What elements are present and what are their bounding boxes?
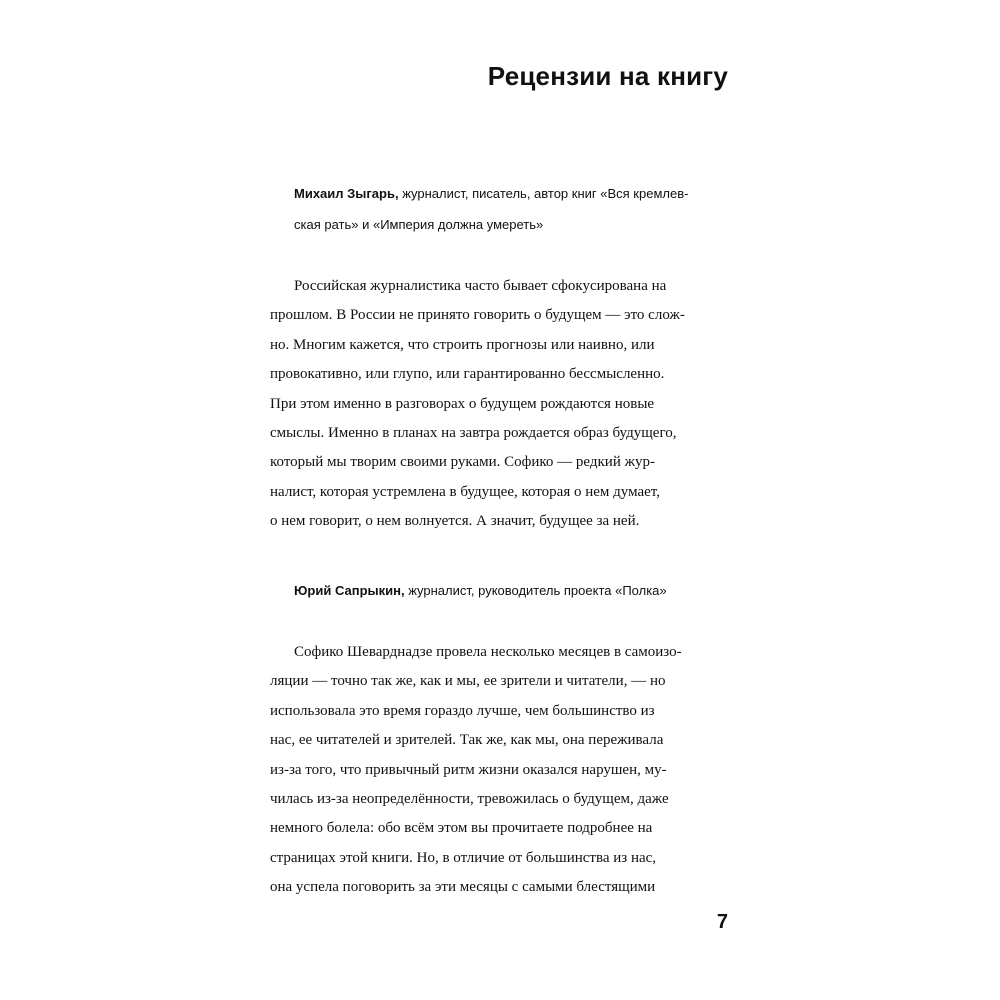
review-attribution <box>270 575 730 606</box>
text-line: который мы творим своими руками. Софико — редкий жур- <box>270 454 655 471</box>
text-line: Софико Шеварднадзе провела несколько месяцев в самоизо- <box>294 644 682 660</box>
page-title: Рецензии на книгу <box>487 61 728 91</box>
author-name: Михаил Зыгарь, <box>294 186 399 201</box>
attribution-line <box>294 575 730 606</box>
text-line: чилась из-за неопределённости, тревожилась о будущем, даже <box>270 791 669 808</box>
text-line: Российская журналистика часто бывает сфокусирована на <box>294 278 667 294</box>
author-name: Юрий Сапрыкин, <box>294 583 405 598</box>
text-line: использовала это время гораздо лучше, чем большинство из <box>270 702 655 719</box>
attribution-line: ская рать» и «Империя должна умереть» <box>294 217 544 232</box>
text-line: ляции — точно так же, как и мы, ее зрители и читатели, — но <box>270 673 666 690</box>
text-line: смыслы. Именно в планах на завтра рождается образ будущего, <box>270 425 677 442</box>
review-text <box>270 272 730 537</box>
review-saprykin <box>270 575 730 903</box>
author-description: журналист, руководитель проекта «Полка» <box>404 583 667 598</box>
page-number: 7 <box>716 911 728 933</box>
review-zygar <box>270 178 730 537</box>
attribution-line <box>294 178 730 209</box>
text-line: она успела поговорить за эти месяцы с самыми блестящими <box>270 879 656 896</box>
review-text <box>270 638 730 903</box>
text-line: о нем говорит, о нем волнуется. А значит, будущее за ней. <box>270 513 640 530</box>
review-attribution <box>270 178 730 240</box>
text-line: При этом именно в разговорах о будущем рождаются новые <box>270 395 655 412</box>
text-line: страницах этой книги. Но, в отличие от большинства из нас, <box>270 849 657 866</box>
text-line: немного болела: обо всём этом вы прочитаете подробнее на <box>270 820 653 837</box>
text-line: из-за того, что привычный ритм жизни оказался нарушен, му- <box>270 761 667 778</box>
author-description: журналист, писатель, автор книг «Вся кремлев- <box>398 186 689 201</box>
text-line: прошлом. В России не принято говорить о будущем — это слож- <box>270 307 685 324</box>
text-line: нас, ее читателей и зрителей. Так же, как мы, она переживала <box>270 732 664 749</box>
text-line: налист, которая устремлена в будущее, которая о нем думает, <box>270 483 660 500</box>
text-line: провокативно, или глупо, или гарантированно бессмысленно. <box>270 366 665 383</box>
text-line: но. Многим кажется, что строить прогнозы или наивно, или <box>270 336 655 353</box>
